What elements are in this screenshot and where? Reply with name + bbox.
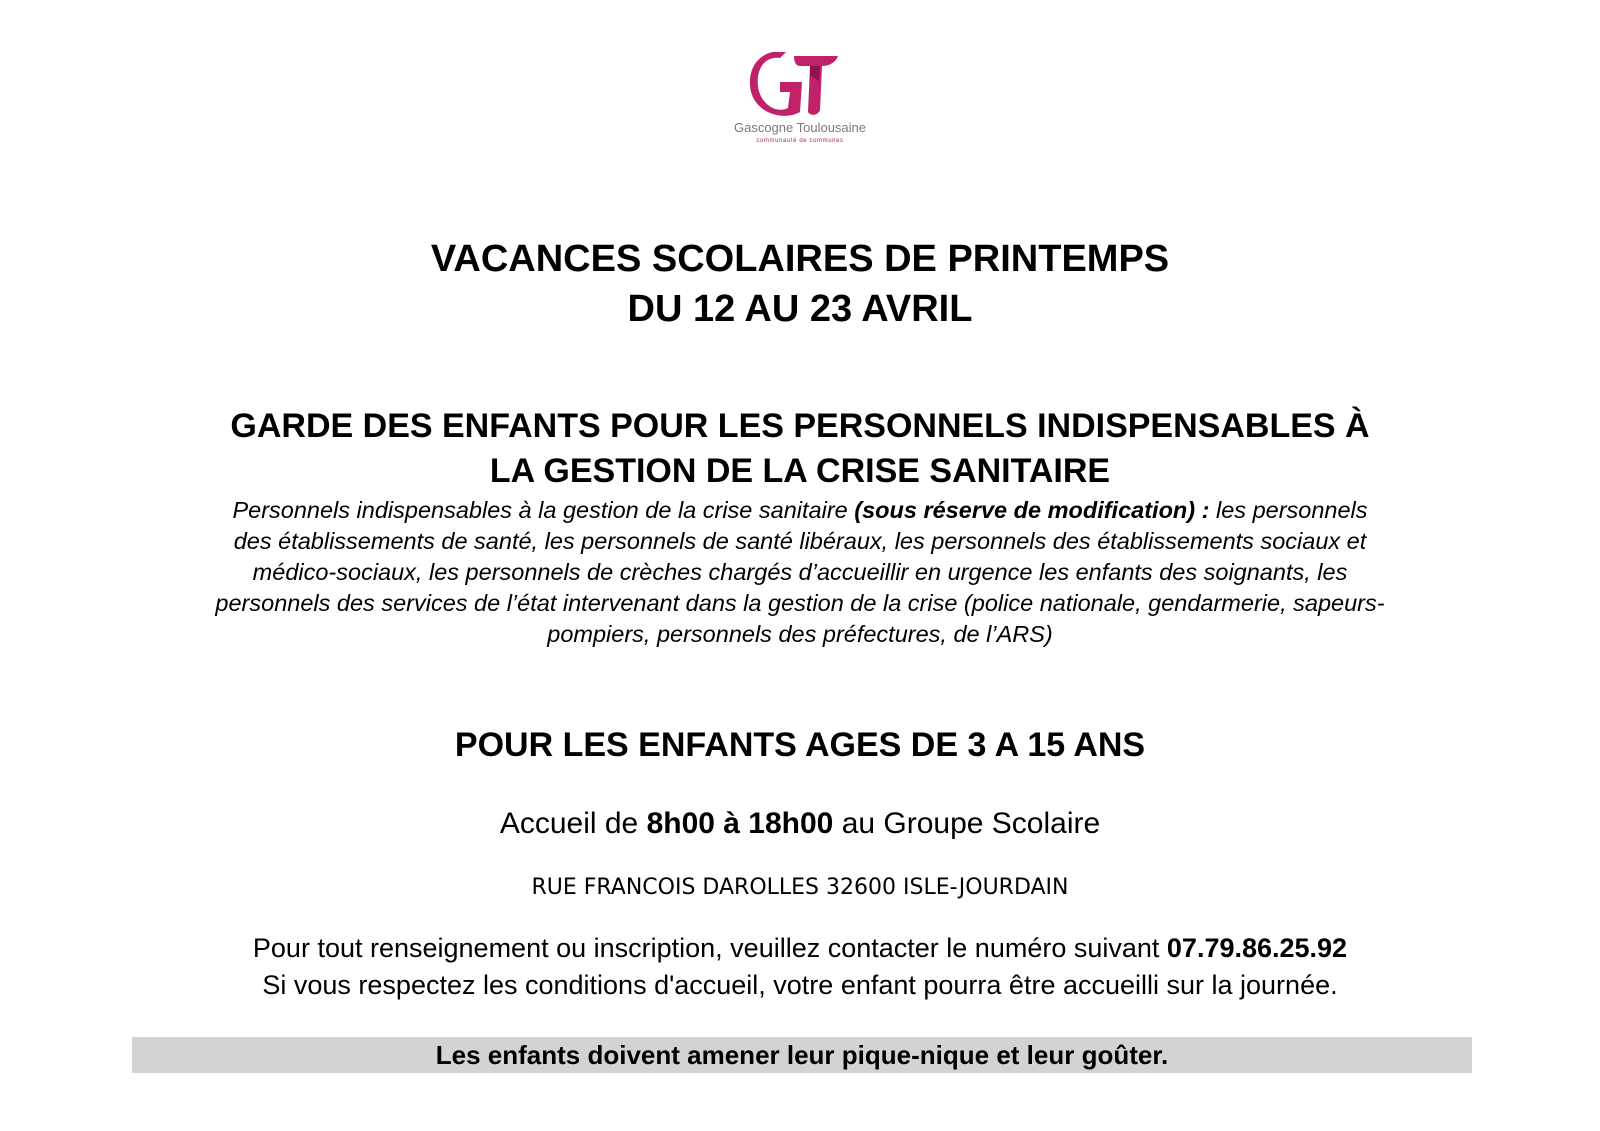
contact-text: Pour tout renseignement ou inscription, veuillez contacter le numéro suivant [252,933,1167,963]
section1-heading-line-2: LA GESTION DE LA CRISE SANITAIRE [489,452,1111,490]
contact-phone: 07.79.86.25.92 [1166,933,1348,963]
description-line-1 [0,495,1600,526]
welcome-hours [0,806,1600,842]
description-line-2: des établissements de santé, les personnels de santé libéraux, les personnels des établissements sociaux et [233,528,1367,554]
contact-line-2: Si vous respectez les conditions d'accueil, votre enfant pourra être accueilli sur la journée. [262,970,1338,1000]
logo-subtitle: communauté de communes [756,138,844,144]
gt-logo-icon [750,52,840,118]
description-reserve-note: (sous réserve de modification) : [854,497,1210,523]
title-line-2: DU 12 AU 23 AVRIL [627,288,973,330]
title-line-1: VACANCES SCOLAIRES DE PRINTEMPS [430,238,1170,280]
description-line-5: pompiers, personnels des préfectures, de l’ARS) [547,621,1053,647]
description-text: les personnels [1209,497,1368,523]
welcome-text: au Groupe Scolaire [833,807,1101,840]
age-heading: POUR LES ENFANTS AGES DE 3 A 15 ANS [454,726,1146,764]
logo-name: Gascogne Toulousaine [733,120,867,135]
description-text: Personnels indispensables à la gestion de la crise sanitaire [232,497,855,523]
section1-heading-line-1: GARDE DES ENFANTS POUR LES PERSONNELS INDISPENSABLES À [230,407,1370,445]
logo [710,52,890,152]
welcome-time: 8h00 à 18h00 [646,807,834,840]
picnic-banner [132,1037,1472,1073]
description-line-3: médico-sociaux, les personnels de crèches chargés d’accueillir en urgence les enfants des soignants, les [252,559,1348,585]
welcome-text: Accueil de [499,807,647,840]
address: RUE FRANCOIS DAROLLES 32600 ISLE-JOURDAIN [531,875,1069,900]
contact-line-1 [0,929,1600,967]
description-line-4: personnels des services de l’état intervenant dans la gestion de la crise (police nationale, gendarmerie, sapeurs- [215,590,1385,616]
picnic-banner-text: Les enfants doivent amener leur pique-nique et leur goûter. [435,1040,1169,1070]
